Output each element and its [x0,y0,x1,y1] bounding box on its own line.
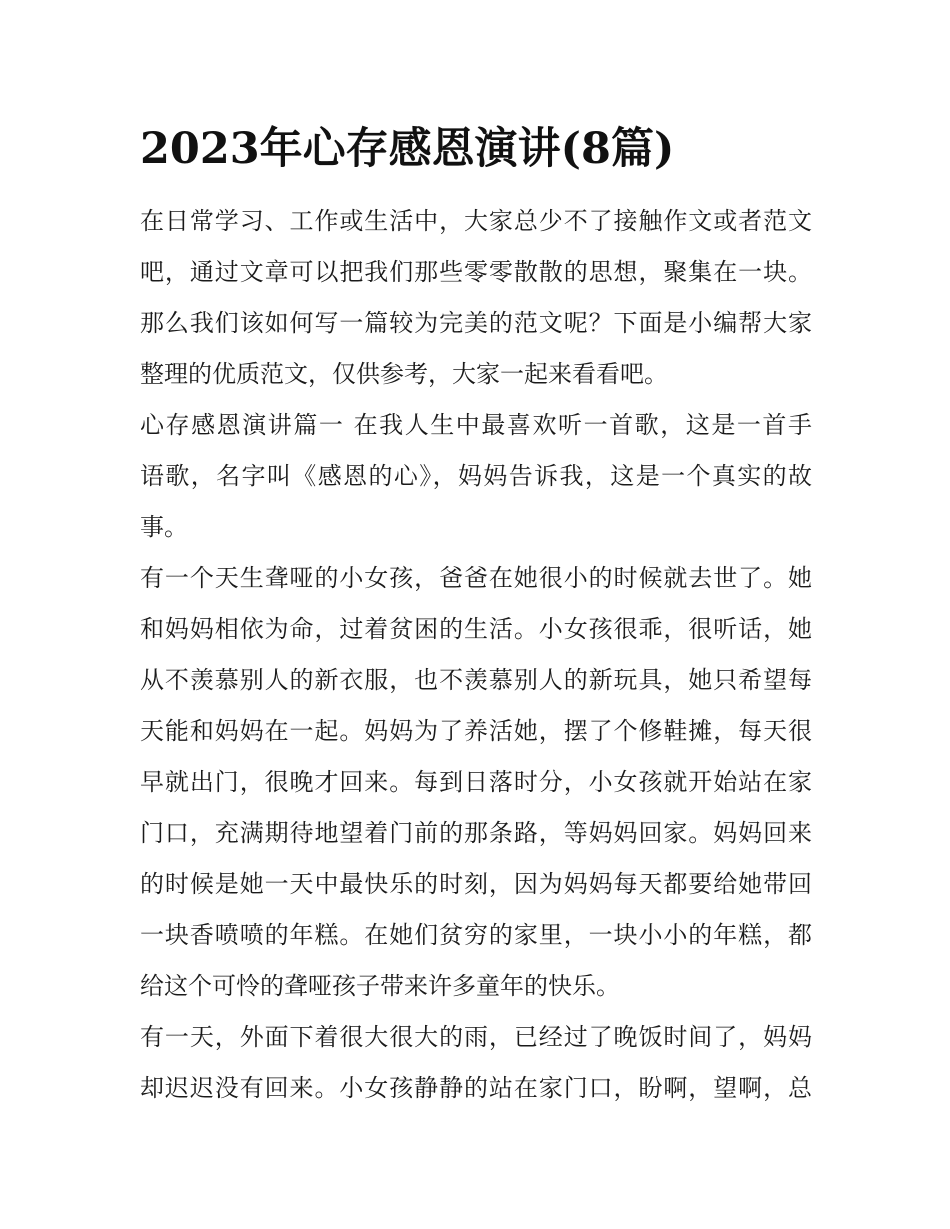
text-line: 有一个天生聋哑的小女孩，爸爸在她很小的时候就去世了。她 [140,564,812,592]
text-line: 天能和妈妈在一起。妈妈为了养活她，摆了个修鞋摊，每天很 [140,717,812,745]
text-line: 和妈妈相依为命，过着贫困的生活。小女孩很乖，很听话，她 [140,615,812,643]
section-one-paragraph [140,400,812,553]
text-line: 从不羡慕别人的新衣服，也不羡慕别人的新玩具，她只希望每 [140,666,812,694]
text-line: 早就出门，很晚才回来。每到日落时分，小女孩就开始站在家 [140,768,812,796]
text-line: 的时候是她一天中最快乐的时刻，因为妈妈每天都要给她带回 [140,870,812,898]
text-line: 一块香喷喷的年糕。在她们贫穷的家里，一块小小的年糕，都 [140,921,812,949]
text-line: 吧，通过文章可以把我们那些零零散散的思想，聚集在一块。 [140,258,812,286]
text-line: 那么我们该如何写一篇较为完美的范文呢？下面是小编帮大家 [140,309,812,337]
text-line: 事。 [140,513,188,541]
document-title: 2023年心存感恩演讲(8篇) [140,124,675,174]
text-line: 语歌，名字叫《感恩的心》，妈妈告诉我，这是一个真实的故 [140,462,812,490]
text-line: 给这个可怜的聋哑孩子带来许多童年的快乐。 [140,972,620,1000]
rainy-day-paragraph [140,1012,812,1114]
text-line: 门口，充满期待地望着门前的那条路，等妈妈回家。妈妈回来 [140,819,812,847]
text-line: 有一天，外面下着很大很大的雨，已经过了晚饭时间了，妈妈 [140,1023,812,1051]
text-line: 却迟迟没有回来。小女孩静静的站在家门口，盼啊，望啊，总 [140,1074,812,1102]
intro-paragraph [140,196,812,400]
story-paragraph [140,553,812,1012]
text-line: 在日常学习、工作或生活中，大家总少不了接触作文或者范文 [140,207,812,235]
text-line: 心存感恩演讲篇一 在我人生中最喜欢听一首歌，这是一首手 [140,411,812,439]
text-line: 整理的优质范文，仅供参考，大家一起来看看吧。 [140,360,668,388]
document-body [140,196,812,1114]
